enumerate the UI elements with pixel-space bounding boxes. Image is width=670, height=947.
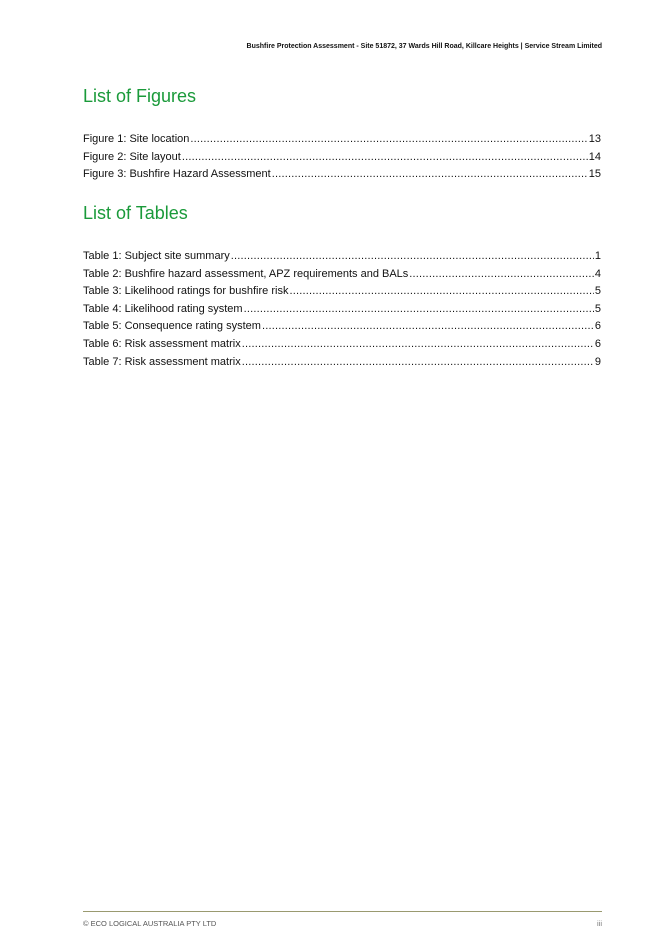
table-entry-page: 1 <box>594 250 601 262</box>
dot-leader <box>242 354 594 372</box>
figure-entry-page: 15 <box>588 168 601 181</box>
figure-entry-label: Figure 3: Bushfire Hazard Assessment <box>83 168 271 181</box>
footer-copyright: © ECO LOGICAL AUSTRALIA PTY LTD <box>83 919 217 928</box>
dot-leader <box>190 131 587 149</box>
footer-divider <box>83 911 602 912</box>
table-entry-7[interactable] <box>83 354 601 372</box>
page-header: Bushfire Protection Assessment - Site 51872, 37 Wards Hill Road, Killcare Heights | Service Stream Limited <box>246 43 602 50</box>
dot-leader <box>272 166 588 184</box>
dot-leader <box>409 266 594 284</box>
table-entry-6[interactable] <box>83 336 601 354</box>
table-entry-2[interactable] <box>83 266 601 284</box>
table-entry-page: 5 <box>594 302 601 315</box>
figure-entry-3[interactable] <box>83 166 601 184</box>
footer-page-number: iii <box>597 919 602 928</box>
table-entry-label: Table 4: Likelihood rating system <box>83 302 243 315</box>
table-entry-page: 5 <box>594 285 601 298</box>
table-entry-label: Table 3: Likelihood ratings for bushfire risk <box>83 285 289 298</box>
dot-leader <box>289 283 593 301</box>
dot-leader <box>262 318 594 336</box>
figure-entry-label: Figure 1: Site location <box>83 133 190 145</box>
tables-list <box>83 248 601 371</box>
figure-entry-label: Figure 2: Site layout <box>83 150 181 163</box>
dot-leader <box>231 248 594 266</box>
table-entry-5[interactable] <box>83 318 601 336</box>
figures-list <box>83 131 601 184</box>
figure-entry-page: 13 <box>588 133 601 145</box>
figure-entry-2[interactable] <box>83 149 601 167</box>
table-entry-label: Table 1: Subject site summary <box>83 250 230 262</box>
dot-leader <box>242 336 594 354</box>
figure-entry-1[interactable] <box>83 131 601 149</box>
table-entry-page: 9 <box>594 355 601 368</box>
table-entry-1[interactable] <box>83 248 601 266</box>
table-entry-label: Table 5: Consequence rating system <box>83 320 261 333</box>
table-entry-4[interactable] <box>83 301 601 319</box>
list-of-figures-heading: List of Figures <box>83 86 197 106</box>
table-entry-label: Table 6: Risk assessment matrix <box>83 337 241 350</box>
dot-leader <box>182 149 588 167</box>
table-entry-page: 4 <box>594 267 601 280</box>
table-entry-3[interactable] <box>83 283 601 301</box>
table-entry-label: Table 2: Bushfire hazard assessment, APZ requirements and BALs <box>83 267 409 280</box>
table-entry-label: Table 7: Risk assessment matrix <box>83 355 241 368</box>
table-entry-page: 6 <box>594 320 601 333</box>
figure-entry-page: 14 <box>588 150 601 163</box>
table-entry-page: 6 <box>594 337 601 350</box>
dot-leader <box>244 301 594 319</box>
list-of-tables-heading: List of Tables <box>83 203 188 223</box>
